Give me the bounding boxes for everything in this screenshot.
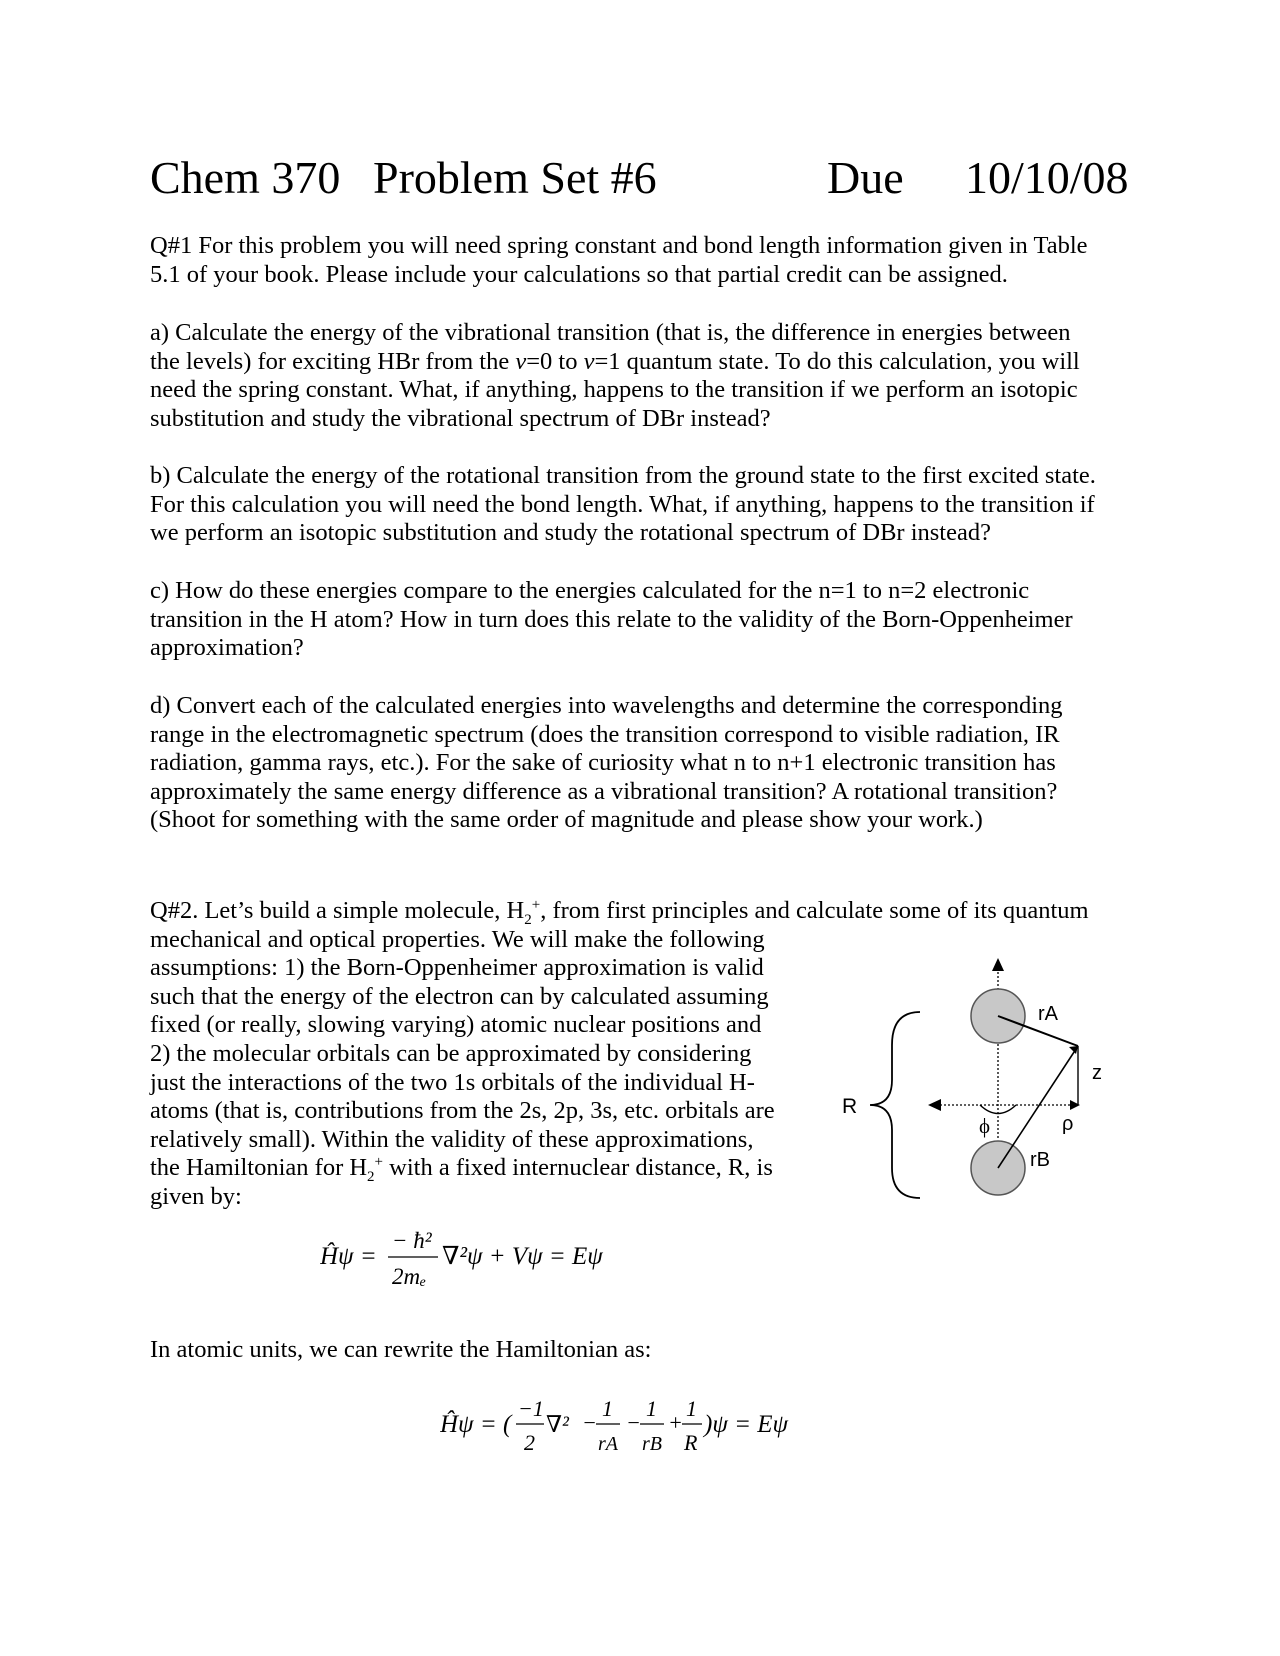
fraction-numerator: − ħ²	[392, 1228, 432, 1253]
fraction-numerator: −1	[518, 1396, 544, 1421]
superscript: +	[531, 896, 541, 913]
equation-lhs: Ĥψ =	[320, 1243, 377, 1270]
vibrational-quantum-number: v	[583, 347, 595, 375]
due-date: 10/10/08	[965, 152, 1129, 203]
question-1d	[150, 692, 1125, 835]
text-line: range in the electromagnetic spectrum (does the transition correspond to visible radiation, IR	[150, 720, 1060, 748]
minus-sign: −	[582, 1410, 597, 1435]
vibrational-quantum-number: v	[515, 347, 527, 375]
label-phi: ϕ	[979, 1114, 991, 1138]
question-1-intro	[150, 232, 1125, 289]
text-line: we perform an isotopic substitution and study the rotational spectrum of DBr instead?	[150, 519, 991, 547]
subscript: 2	[367, 1169, 375, 1186]
fraction-numerator: 1	[602, 1396, 613, 1421]
question-1c	[150, 577, 1125, 663]
subscript: 2	[524, 911, 532, 928]
text-line: (Shoot for something with the same order of magnitude and please show your work.)	[150, 806, 983, 834]
text-line: radiation, gamma rays, etc.). For the sake of curiosity what n to n+1 electronic transition has	[150, 749, 1056, 777]
fraction-numerator: 1	[646, 1396, 657, 1421]
plus-sign: +	[668, 1410, 683, 1435]
page-header	[150, 148, 1130, 208]
label-ra: rA	[1038, 1003, 1058, 1025]
text-segment: , from first principles and calculate some of its quantum	[540, 897, 1089, 924]
text-line: given by:	[150, 1182, 242, 1210]
laplacian-symbol: ∇²	[546, 1412, 569, 1437]
h2-plus-geometry-diagram	[830, 950, 1130, 1250]
text-line: approximation?	[150, 634, 304, 662]
text-line: d) Convert each of the calculated energies into wavelengths and determine the corresponding	[150, 692, 1063, 719]
text-line: just the interactions of the two 1s orbitals of the individual H-	[150, 1068, 755, 1096]
text-line: assumptions: 1) the Born-Oppenheimer approximation is valid	[150, 954, 764, 982]
fraction-denominator: 2	[524, 1430, 535, 1455]
text-segment: =0 to	[526, 347, 584, 375]
label-rho: ρ	[1062, 1113, 1074, 1135]
text-segment: =1 quantum state. To do this calculation, you will	[594, 347, 1080, 375]
text-line: Q#1 For this problem you will need spring constant and bond length information given in Table	[150, 232, 1088, 259]
due-label: Due	[827, 152, 904, 203]
text-segment: Q#2. Let’s build a simple molecule, H	[150, 897, 525, 924]
text-line: need the spring constant. What, if anything, happens to the transition if we perform an isotopic	[150, 376, 1078, 404]
text-segment: with a fixed internuclear distance, R, is	[383, 1154, 773, 1182]
text-line: In atomic units, we can rewrite the Hamiltonian as:	[150, 1336, 652, 1363]
fraction-denominator: 2mₑ	[392, 1264, 427, 1289]
text-line: a) Calculate the energy of the vibrational transition (that is, the difference in energies between	[150, 319, 1071, 346]
equation-lhs: Ĥψ = (	[440, 1411, 512, 1438]
question-1b	[150, 462, 1125, 548]
text-line: c) How do these energies compare to the energies calculated for the n=1 to n=2 electronic	[150, 577, 1030, 604]
label-z: z	[1092, 1062, 1102, 1084]
problem-set-title: Problem Set #6	[373, 152, 657, 203]
atomic-units-text	[150, 1336, 1125, 1365]
text-line: 5.1 of your book. Please include your calculations so that partial credit can be assigned.	[150, 260, 1008, 288]
text-line: substitution and study the vibrational spectrum of DBr instead?	[150, 404, 771, 432]
axis-arrowhead-icon	[992, 958, 1004, 971]
r-distance-brace	[870, 1012, 920, 1198]
course-name: Chem 370	[150, 152, 341, 203]
text-line	[150, 348, 1125, 377]
text-segment: the levels) for exciting HBr from the	[150, 347, 516, 375]
text-line: transition in the H atom? How in turn does this relate to the validity of the Born-Oppenheimer	[150, 605, 1073, 633]
text-line: fixed (or really, slowing varying) atomic nuclear positions and	[150, 1011, 762, 1039]
fraction-numerator: 1	[686, 1396, 697, 1421]
label-rb: rB	[1030, 1149, 1050, 1171]
equation-rhs: ∇²ψ + Vψ = Eψ	[442, 1243, 603, 1270]
text-line: approximately the same energy difference as a vibrational transition? A rotational transition?	[150, 777, 1058, 805]
text-line: relatively small). Within the validity of these approximations,	[150, 1125, 754, 1153]
fraction-denominator: rB	[642, 1433, 662, 1455]
atomic-units-hamiltonian	[440, 1392, 840, 1472]
text-line: such that the energy of the electron can by calculated assuming	[150, 982, 769, 1010]
text-line	[150, 897, 1125, 926]
schrodinger-equation	[320, 1222, 640, 1302]
question-1a	[150, 319, 1125, 433]
label-r: R	[842, 1095, 858, 1118]
fraction-denominator: R	[684, 1430, 698, 1455]
minus-sign: −	[626, 1410, 641, 1435]
text-line: atoms (that is, contributions from the 2s, 2p, 3s, etc. orbitals are	[150, 1097, 775, 1125]
fraction-denominator: rA	[598, 1433, 618, 1455]
text-line: b) Calculate the energy of the rotational transition from the ground state to the first excited state.	[150, 462, 1096, 489]
equation-rhs: )ψ = Eψ	[704, 1411, 789, 1438]
text-line: For this calculation you will need the bond length. What, if anything, happens to the transition if	[150, 490, 1095, 518]
rho-axis-arrowhead-icon	[928, 1099, 941, 1111]
superscript: +	[374, 1154, 384, 1171]
text-segment: the Hamiltonian for H	[150, 1154, 368, 1182]
text-line: 2) the molecular orbitals can be approximated by considering	[150, 1039, 752, 1067]
text-line: mechanical and optical properties. We will make the following	[150, 925, 765, 953]
